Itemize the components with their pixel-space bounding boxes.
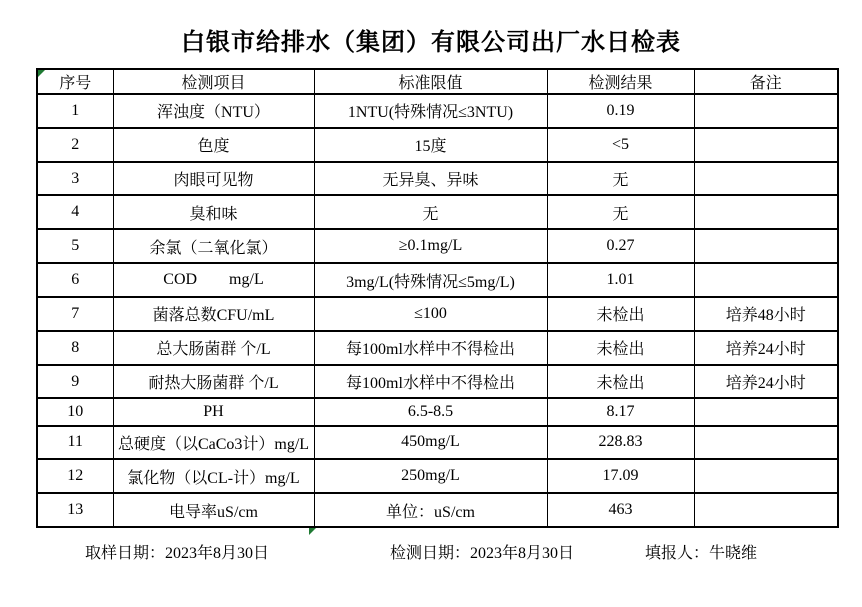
table-row bbox=[37, 263, 838, 297]
cell-note bbox=[694, 493, 838, 527]
col-header-item: 检测项目 bbox=[113, 69, 314, 94]
cell-limit: 250mg/L bbox=[314, 459, 547, 493]
cell-limit: 单位：uS/cm bbox=[314, 493, 547, 527]
cell-no: 1 bbox=[37, 94, 113, 128]
cell-result: 无 bbox=[547, 195, 694, 229]
cell-no: 7 bbox=[37, 297, 113, 331]
test-date-label: 检测日期：2023年8月30日 bbox=[390, 545, 575, 562]
table-header-row bbox=[37, 69, 838, 94]
inspection-table bbox=[36, 68, 837, 528]
cell-result: <5 bbox=[547, 128, 694, 162]
cell-no: 8 bbox=[37, 331, 113, 365]
cell-no: 11 bbox=[37, 426, 113, 460]
cell-result: 未检出 bbox=[547, 297, 694, 331]
cell-limit: 6.5-8.5 bbox=[314, 398, 547, 425]
cell-item: 氯化物（以CL-计）mg/L bbox=[113, 459, 314, 493]
col-header-note: 备注 bbox=[694, 69, 838, 94]
cell-note bbox=[694, 398, 838, 425]
cell-item: 总硬度（以CaCo3计）mg/L bbox=[113, 426, 314, 460]
cell-item: 耐热大肠菌群 个/L bbox=[113, 365, 314, 399]
cell-note bbox=[694, 128, 838, 162]
cell-item: 余氯（二氧化氯） bbox=[113, 229, 314, 263]
cell-item: 色度 bbox=[113, 128, 314, 162]
cell-result: 0.27 bbox=[547, 229, 694, 263]
cell-note bbox=[694, 94, 838, 128]
daily-inspection-table bbox=[36, 68, 839, 528]
table-row bbox=[37, 297, 838, 331]
cell-no: 9 bbox=[37, 365, 113, 399]
cell-result: 无 bbox=[547, 162, 694, 196]
table-row bbox=[37, 398, 838, 425]
cell-result: 0.19 bbox=[547, 94, 694, 128]
table-row bbox=[37, 162, 838, 196]
footer bbox=[0, 540, 862, 562]
cell-item: PH bbox=[113, 398, 314, 425]
page-title: 白银市给排水（集团）有限公司出厂水日检表 bbox=[181, 30, 681, 56]
cell-no: 4 bbox=[37, 195, 113, 229]
cell-no: 12 bbox=[37, 459, 113, 493]
cell-note bbox=[694, 195, 838, 229]
table-row bbox=[37, 331, 838, 365]
cell-no: 2 bbox=[37, 128, 113, 162]
cell-limit: 3mg/L(特殊情况≤5mg/L) bbox=[314, 263, 547, 297]
table-row bbox=[37, 195, 838, 229]
cell-note: 培养48小时 bbox=[694, 297, 838, 331]
cell-no: 3 bbox=[37, 162, 113, 196]
table-row bbox=[37, 493, 838, 527]
cell-result: 8.17 bbox=[547, 398, 694, 425]
cell-limit: 每100ml水样中不得检出 bbox=[314, 365, 547, 399]
cell-result: 463 bbox=[547, 493, 694, 527]
cell-no: 13 bbox=[37, 493, 113, 527]
table-row bbox=[37, 426, 838, 460]
cell-note bbox=[694, 459, 838, 493]
col-header-no: 序号 bbox=[37, 69, 113, 94]
cell-result: 未检出 bbox=[547, 331, 694, 365]
cell-note bbox=[694, 263, 838, 297]
cell-item: 菌落总数CFU/mL bbox=[113, 297, 314, 331]
green-triangle-icon bbox=[38, 70, 45, 77]
cell-no: 10 bbox=[37, 398, 113, 425]
cell-result: 228.83 bbox=[547, 426, 694, 460]
cell-limit: 每100ml水样中不得检出 bbox=[314, 331, 547, 365]
cell-no: 5 bbox=[37, 229, 113, 263]
cell-item: 电导率uS/cm bbox=[113, 493, 314, 527]
cell-limit: 450mg/L bbox=[314, 426, 547, 460]
cell-limit: ≤100 bbox=[314, 297, 547, 331]
cell-item: 肉眼可见物 bbox=[113, 162, 314, 196]
cell-item: COD mg/L bbox=[113, 263, 314, 297]
cell-item: 臭和味 bbox=[113, 195, 314, 229]
table-row bbox=[37, 229, 838, 263]
sampling-date-label: 取样日期：2023年8月30日 bbox=[85, 545, 270, 562]
cell-result: 1.01 bbox=[547, 263, 694, 297]
table-row bbox=[37, 128, 838, 162]
table-row bbox=[37, 365, 838, 399]
table-row bbox=[37, 459, 838, 493]
green-triangle-icon bbox=[309, 528, 316, 535]
reporter-label: 填报人：牛晓维 bbox=[645, 545, 758, 562]
cell-limit: ≥0.1mg/L bbox=[314, 229, 547, 263]
cell-item: 浑浊度（NTU） bbox=[113, 94, 314, 128]
cell-note bbox=[694, 426, 838, 460]
cell-result: 未检出 bbox=[547, 365, 694, 399]
cell-limit: 15度 bbox=[314, 128, 547, 162]
cell-note: 培养24小时 bbox=[694, 331, 838, 365]
cell-no: 6 bbox=[37, 263, 113, 297]
cell-note bbox=[694, 162, 838, 196]
cell-note bbox=[694, 229, 838, 263]
cell-item: 总大肠菌群 个/L bbox=[113, 331, 314, 365]
cell-limit: 无异臭、异味 bbox=[314, 162, 547, 196]
cell-limit: 1NTU(特殊情况≤3NTU) bbox=[314, 94, 547, 128]
cell-limit: 无 bbox=[314, 195, 547, 229]
cell-result: 17.09 bbox=[547, 459, 694, 493]
col-header-result: 检测结果 bbox=[547, 69, 694, 94]
col-header-limit: 标准限值 bbox=[314, 69, 547, 94]
cell-note: 培养24小时 bbox=[694, 365, 838, 399]
table-row bbox=[37, 94, 838, 128]
